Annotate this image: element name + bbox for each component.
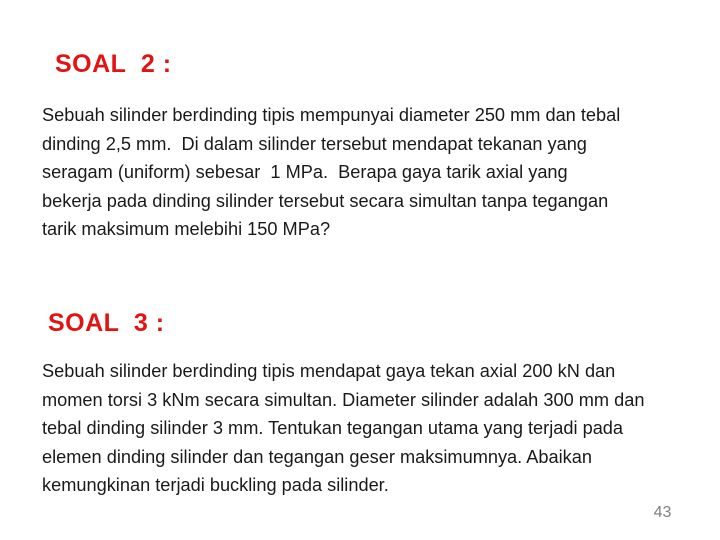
soal-2-heading: SOAL 2 : (55, 50, 172, 78)
soal-3-question-text (42, 357, 718, 500)
soal-3-line-4: elemen dinding silinder dan tegangan geser maksimumnya. Abaikan (42, 446, 593, 467)
soal-2-line-2: dinding 2,5 mm. Di dalam silinder tersebut mendapat tekanan yang (42, 133, 587, 154)
soal-3-line-5: kemungkinan terjadi buckling pada silinder. (42, 475, 389, 495)
soal-3-line-1: Sebuah silinder berdinding tipis mendapat gaya tekan axial 200 kN dan (42, 361, 616, 381)
soal-2-line-4: bekerja pada dinding silinder tersebut secara simultan tanpa tegangan (42, 190, 609, 211)
soal-3-line-3: tebal dinding silinder 3 mm. Tentukan tegangan utama yang terjadi pada (42, 418, 624, 438)
page-number: 43 (653, 504, 672, 521)
soal-2-question-text (42, 101, 702, 244)
soal-2-line-5: tarik maksimum melebihi 150 MPa? (42, 219, 331, 239)
soal-2-line-1: Sebuah silinder berdinding tipis mempunyai diameter 250 mm dan tebal (42, 105, 621, 125)
soal-2-line-3: seragam (uniform) sebesar 1 MPa. Berapa gaya tarik axial yang (42, 162, 568, 182)
soal-3-heading: SOAL 3 : (48, 309, 165, 337)
soal-3-line-2: momen torsi 3 kNm secara simultan. Diameter silinder adalah 300 mm dan (42, 389, 645, 410)
